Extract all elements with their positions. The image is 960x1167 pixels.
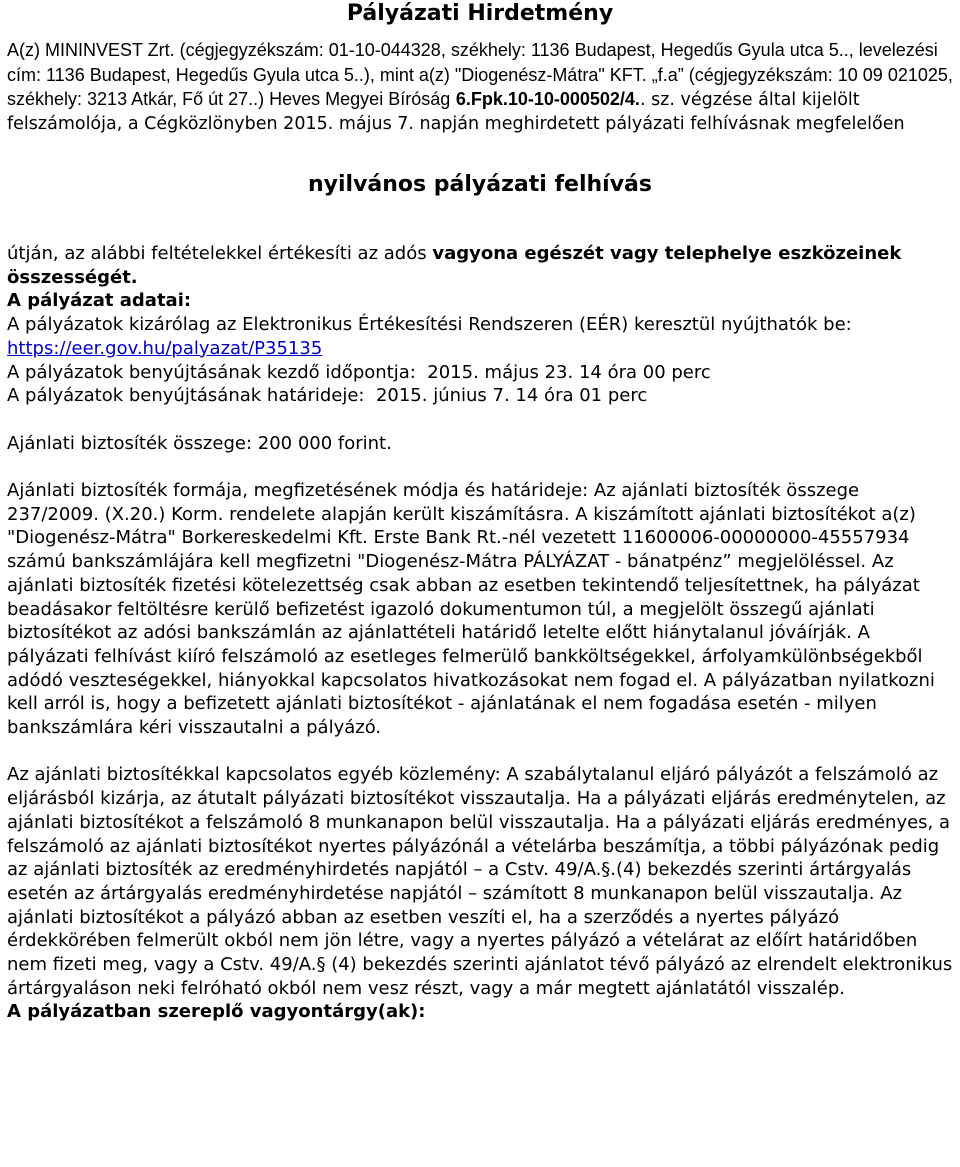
spacer (7, 408, 953, 432)
sale-object: vagyona egészét vagy telephelye eszközeinek összességét. (7, 243, 902, 288)
spacer (7, 455, 953, 479)
start-label: A pályázatok benyújtásának kezdő időpontja: (7, 361, 416, 383)
intro-case-number: 6.Fpk.10-10-000502/4. (455, 89, 640, 109)
deadline-label: A pályázatok benyújtásának határideje: (7, 385, 365, 407)
deposit-form-paragraph: Ajánlati biztosíték formája, megfizetésének módja és határideje: Az ajánlati biztosíték összege 237/2009. (X.20.) Korm. rendelete alapján került kiszámításra. A kiszámított ajánlati biztosítékot a(z) "Diogenész-Mátra" Borkereskedelmi Kft. Erste Bank Rt.-nél vezetett 11600006-00000000-45557934 számú bankszámlájára kell megfizetni "Diogenész-Mátra PÁLYÁZAT - bánatpénz” megjelöléssel. Az ajánlati biztosíték fizetési kötelezettség csak abban az esetben tekintendő teljesítettnek, ha pályázat beadásakor feltöltésre kerülő befizetést igazoló dokumentumon túl, a megjelölt összegű ajánlati biztosítékot az adósi bankszámlán az ajánlattételi határidő letelte előtt hiánytalanul jóváírják. A pályázati felhívást kiíró felszámoló az esetleges felmerülő bankköltségekkel, árfolyamkülönbségekből adódó veszteségekkel, hiányokkal kapcsolatos hivatkozásokat nem fogad el. A pályázatban nyilatkozni kell arról is, hogy a befizetett ajánlati biztosítékot - ajánlatának el nem fogadása esetén - milyen bankszámlára kéri visszautalni a pályázó. (7, 480, 935, 739)
announcement-subtitle: nyilvános pályázati felhívás (307, 172, 652, 197)
intro-text-2: . sz. végzése által kijelölt felszámolója, a Cégközlönyben 2015. május 7. napján meghirdetett pályázati felhívásnak megfelelően (7, 90, 905, 134)
deadline-row (7, 384, 953, 408)
intro-paragraph (7, 39, 953, 136)
intro-text-1: A(z) MININVEST Zrt. (cégjegyzékszám: 01-10-044328, székhely: 1136 Budapest, Hegedűs Gyula utca 5.., levelezési cím: 1136 Budapest, Hegedűs Gyula utca 5..), mint a(z) "Diogenész-Mátra" KFT. „f.a” (cégjegyzékszám: 10 09 021025, székhely: 3213 Atkár, Fő út 27..) Heves Megyei Bíróság (7, 40, 953, 109)
sale-paragraph (7, 242, 953, 289)
deadline-value: 2015. június 7. 14 óra 01 perc (375, 385, 648, 407)
start-value: 2015. május 23. 14 óra 00 perc (427, 361, 711, 383)
start-row (7, 361, 953, 385)
deposit-other-paragraph: Az ajánlati biztosítékkal kapcsolatos egyéb közlemény: A szabálytalanul eljáró pályázót a felszámoló az eljárásból kizárja, az átutalt pályázati biztosítékot visszautalja. Ha a pályázati eljárás eredménytelen, az ajánlati biztosítékot a felszámoló 8 munkanapon belül visszautalja. Ha a pályázati eljárás eredményes, a felszámoló az ajánlati biztosítékot nyertes pályázónál a vételárba beszámítja, a többi pályázónak pedig az ajánlati biztosíték az eredményhirdetés napjától – a Cstv. 49/A.§.(4) bekezdés szerinti ártárgyalás esetén az ártárgyalás eredményhirdetése napjától – számított 8 munkanapon belül visszautalja. Az ajánlati biztosítékot a pályázó abban az esetben veszíti el, ha a szerződés a nyertes pályázó érdekkörében felmerült okból nem jön létre, vagy a nyertes pályázó a vételárat az előírt határidőben nem fizeti meg, vagy a Cstv. 49/A.§ (4) bekezdés szerinti ajánlatot tévő pályázó az elrendelt elektronikus ártárgyaláson neki felróható okból nem vesz részt, vagy a már megtett ajánlatától visszalép. (7, 764, 953, 999)
assets-heading: A pályázatban szereplő vagyontárgy(ak): (7, 1001, 426, 1023)
spacer (7, 740, 953, 764)
sale-prefix: útján, az alábbi feltételekkel értékesíti az adós (7, 243, 433, 264)
eer-link[interactable]: https://eer.gov.hu/palyazat/P35135 (7, 337, 323, 359)
page-title: Pályázati Hirdetmény (346, 1, 614, 26)
deposit-amount: Ajánlati biztosíték összege: 200 000 forint. (7, 432, 392, 454)
eer-text: A pályázatok kizárólag az Elektronikus Értékesítési Rendszeren (EÉR) keresztül nyújthatók be: (7, 314, 852, 336)
data-heading: A pályázat adatai: (7, 290, 192, 312)
